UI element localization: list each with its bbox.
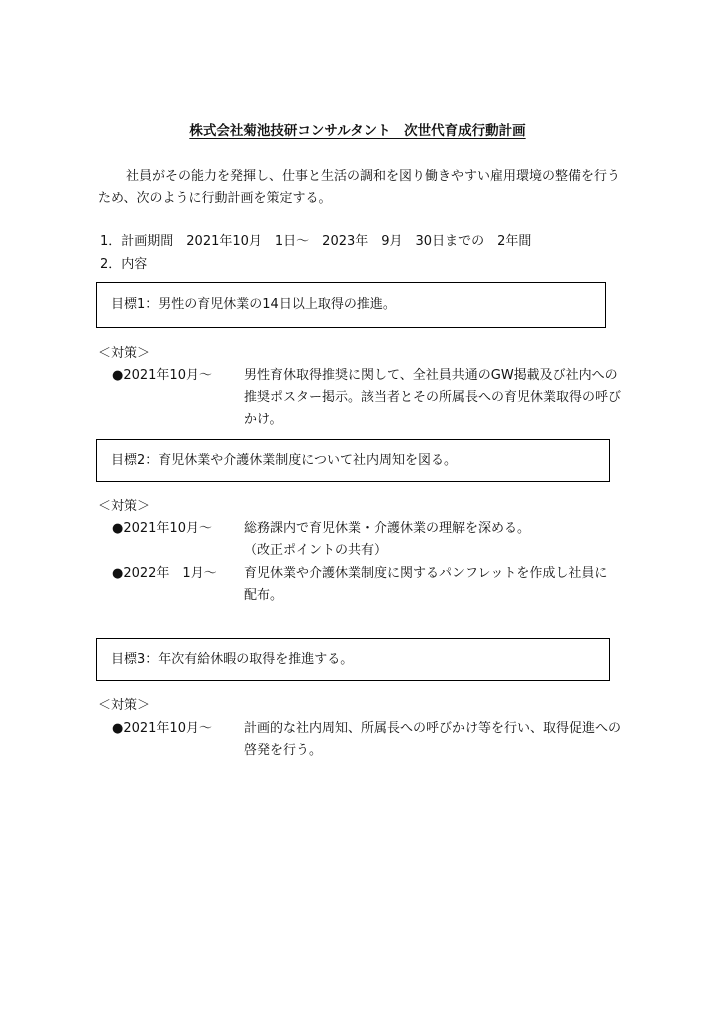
measure-date: ●2021年10月～	[112, 521, 212, 536]
measure-text: 配布。	[244, 588, 284, 603]
measure-date: ●2021年10月～	[112, 368, 212, 383]
measure-text: 総務課内で育児休業・介護休業の理解を深める。	[244, 521, 531, 536]
plan-content-heading: 2．内容	[100, 257, 148, 272]
measures-label: ＜対策＞	[98, 346, 151, 361]
goal-text: 目標1：男性の育児休業の14日以上取得の推進。	[111, 297, 396, 312]
goal-box-3	[96, 638, 610, 681]
measure-date: ●2022年 1月～	[112, 566, 217, 581]
goal-box-2	[96, 439, 610, 482]
measure-text: 男性育休取得推奨に関して、全社員共通のGW掲載及び社内への	[244, 368, 618, 383]
goal-text: 目標2：育児休業や介護休業制度について社内周知を図る。	[111, 452, 458, 468]
measure-text: 推奨ポスター掲示。該当者とその所属長への育児休業取得の呼び	[244, 390, 622, 405]
measure-date: ●2021年10月～	[112, 721, 212, 736]
goal-text: 目標3：年次有給休暇の取得を推進する。	[111, 651, 354, 667]
goal-box-1	[96, 282, 606, 328]
document-title: 株式会社菊池技研コンサルタント 次世代育成行動計画	[189, 123, 526, 139]
measure-text: 啓発を行う。	[244, 743, 323, 758]
measure-text: （改正ポイントの共有）	[244, 543, 388, 558]
measures-label: ＜対策＞	[98, 698, 151, 713]
intro-paragraph-line-1: 社員がその能力を発揮し、仕事と生活の調和を図り働きやすい雇用環境の整備を行う	[126, 169, 621, 184]
intro-paragraph-line-2: ため、次のように行動計画を策定する。	[98, 191, 332, 206]
measure-text: 計画的な社内周知、所属長への呼びかけ等を行い、取得促進への	[244, 721, 622, 736]
plan-period: 1．計画期間 2021年10月 1日～ 2023年 9月 30日までの 2年間	[100, 234, 532, 249]
measure-text: かけ。	[244, 412, 283, 427]
measure-text: 育児休業や介護休業制度に関するパンフレットを作成し社員に	[244, 566, 608, 581]
measures-label: ＜対策＞	[98, 499, 151, 514]
